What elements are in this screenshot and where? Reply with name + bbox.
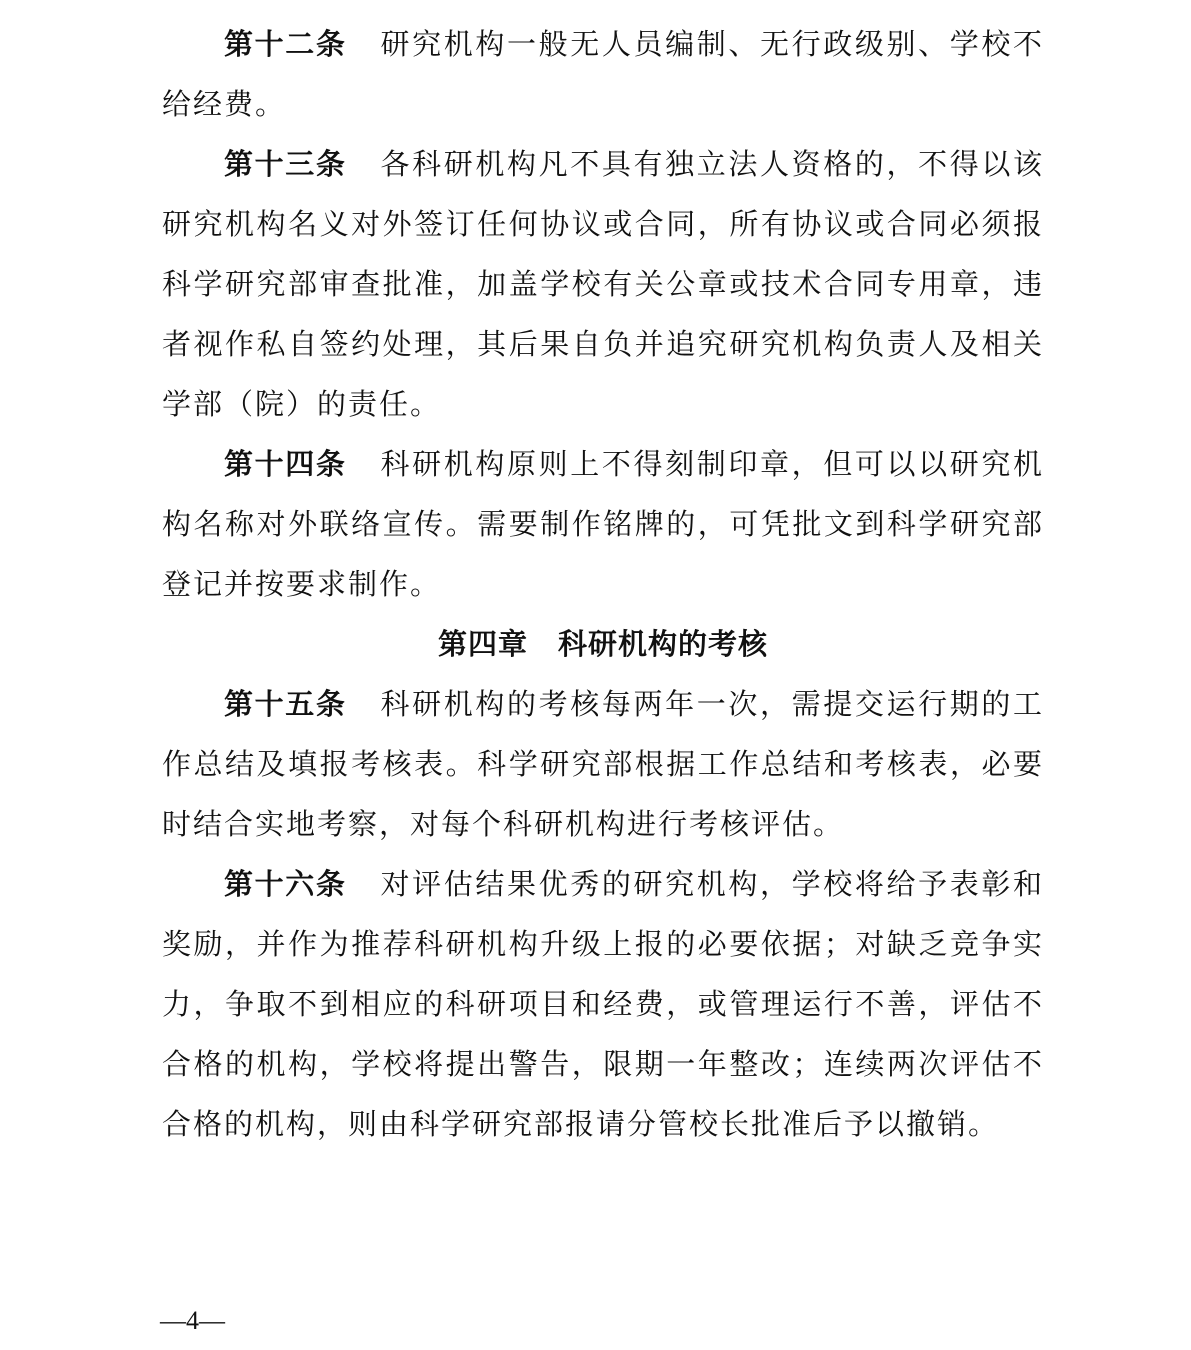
- article-label: 第十三条: [224, 147, 347, 181]
- chapter-title: 科研机构的考核: [558, 627, 769, 661]
- article-15: [162, 674, 1044, 854]
- article-12: [162, 14, 1044, 134]
- article-14: [162, 434, 1044, 614]
- article-label: 第十五条: [224, 687, 347, 721]
- document-page: [162, 14, 1044, 1154]
- article-text: 科研机构原则上不得刻制印章，但可以以研究机构名称对外联络宣传。需要制作铭牌的，可凭批文到科学研究部登记并按要求制作。: [162, 447, 1044, 601]
- article-label: 第十六条: [224, 867, 347, 901]
- article-text: 各科研机构凡不具有独立法人资格的，不得以该研究机构名义对外签订任何协议或合同，所有协议或合同必须报科学研究部审查批准，加盖学校有关公章或技术合同专用章，违者视作私自签约处理，其后果自负并追究研究机构负责人及相关学部（院）的责任。: [162, 147, 1044, 421]
- article-13: [162, 134, 1044, 434]
- chapter-heading: [162, 614, 1044, 674]
- article-text: 科研机构的考核每两年一次，需提交运行期的工作总结及填报考核表。科学研究部根据工作总结和考核表，必要时结合实地考察，对每个科研机构进行考核评估。: [162, 687, 1044, 841]
- article-text: 研究机构一般无人员编制、无行政级别、学校不给经费。: [162, 27, 1044, 121]
- chapter-number: 第四章: [437, 627, 528, 661]
- article-text: 对评估结果优秀的研究机构，学校将给予表彰和奖励，并作为推荐科研机构升级上报的必要依据；对缺乏竞争实力，争取不到相应的科研项目和经费，或管理运行不善，评估不合格的机构，学校将提出警告，限期一年整改；连续两次评估不合格的机构，则由科学研究部报请分管校长批准后予以撤销。: [162, 867, 1044, 1141]
- page-number: —4—: [160, 1306, 225, 1335]
- article-label: 第十四条: [224, 447, 347, 481]
- article-label: 第十二条: [224, 27, 347, 61]
- article-16: [162, 854, 1044, 1154]
